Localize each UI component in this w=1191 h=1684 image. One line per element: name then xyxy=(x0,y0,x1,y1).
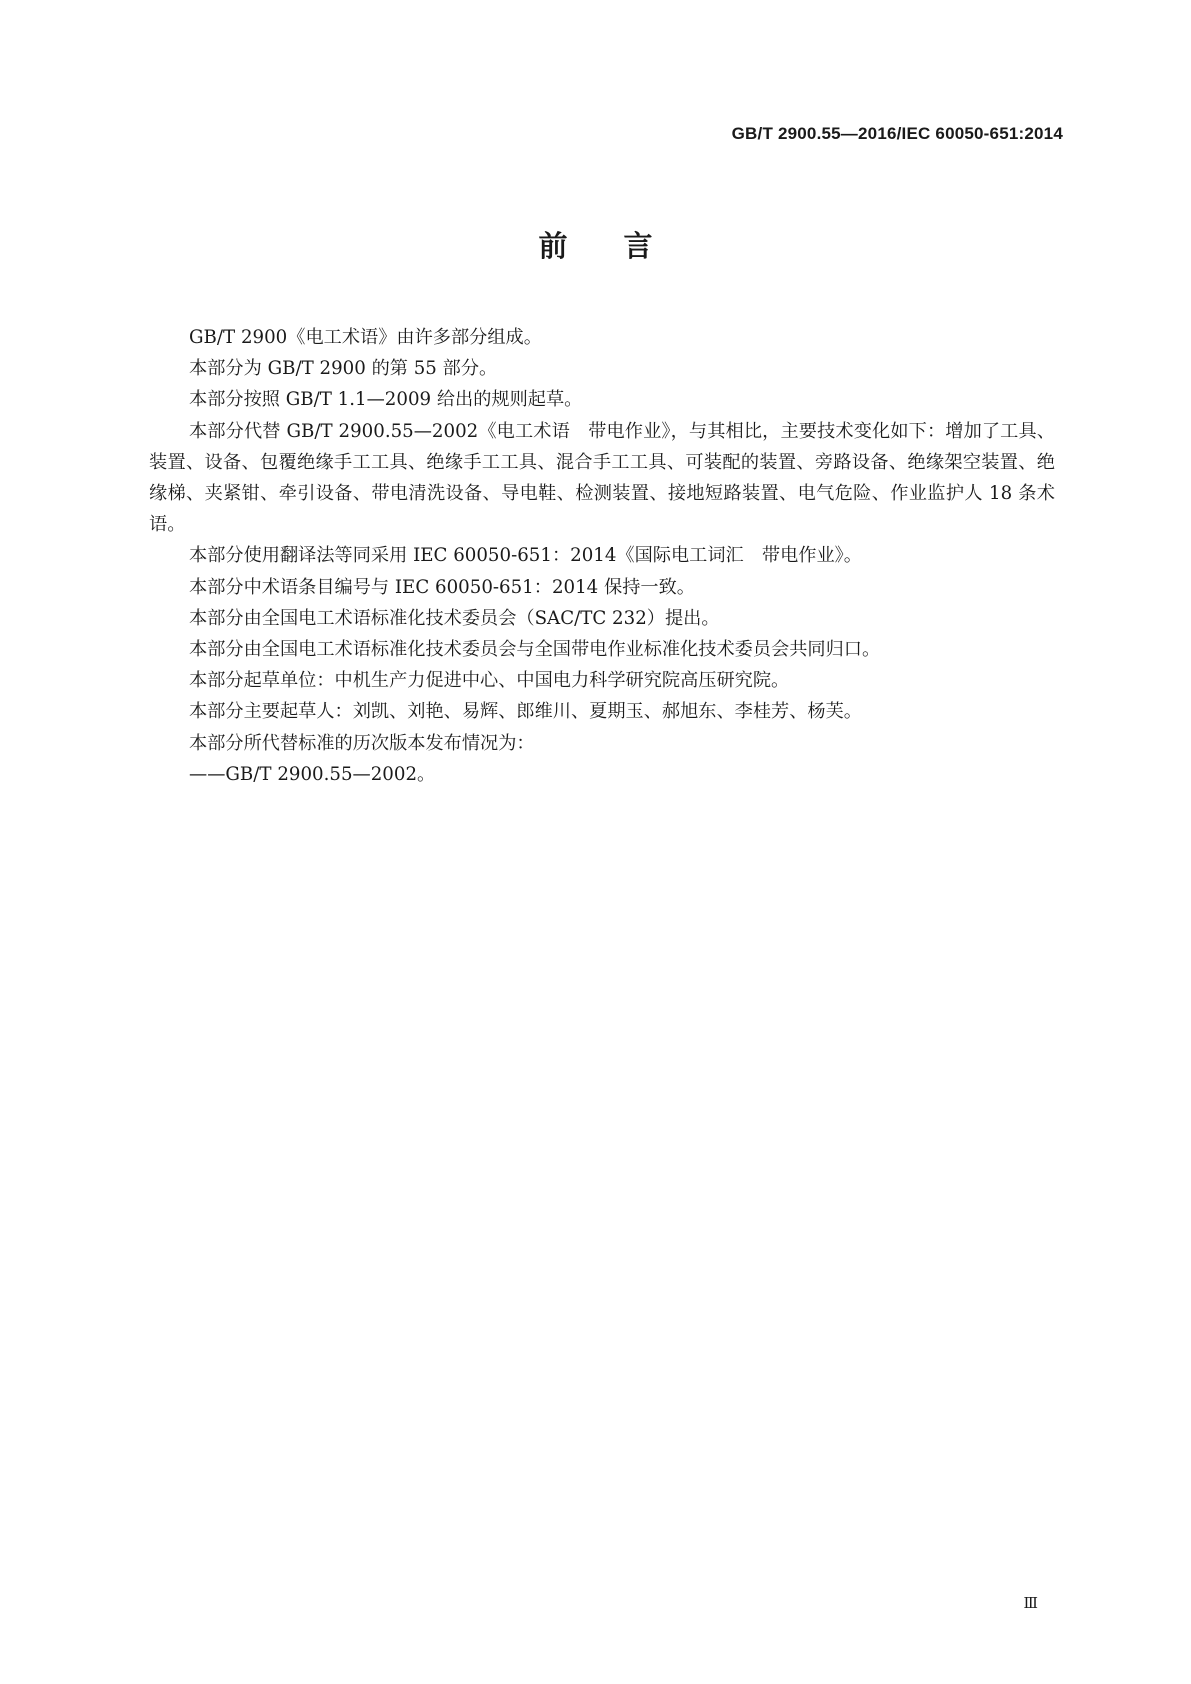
paragraph-previous-version: ——GB/T 2900.55—2002。 xyxy=(189,763,436,785)
paragraph-drafting-rules: 本部分按照 GB/T 1.1—2009 给出的规则起草。 xyxy=(189,389,583,411)
paragraph-drafting-units: 本部分起草单位：中机生产力促进中心、中国电力科学研究院高压研究院。 xyxy=(189,670,790,692)
paragraph-technical-changes: 本部分代替 GB/T 2900.55—2002《电工术语 带电作业》，与其相比，主要技术变化如下：增加了工具、装置、设备、包覆绝缘手工工具、绝缘手工工具、混合手工工具、可装配的装置、旁路设备、绝缘架空装置、绝缘梯、夹紧钳、牵引设备、带电清洗设备、导电鞋、检测装置、接地短路装置、电气危险、作业监护人 18 条术语。 xyxy=(149,420,1055,536)
foreword-body xyxy=(149,322,1055,790)
paragraph-proposed-by: 本部分由全国电工术语标准化技术委员会（SAC/TC 232）提出。 xyxy=(189,607,720,629)
page-title xyxy=(0,224,1191,265)
paragraph-part-number: 本部分为 GB/T 2900 的第 55 部分。 xyxy=(189,358,498,380)
paragraph-main-drafters: 本部分主要起草人：刘凯、刘艳、易辉、郎维川、夏期玉、郝旭东、李桂芳、杨芙。 xyxy=(189,701,862,723)
page-number: Ⅲ xyxy=(1023,1594,1037,1612)
paragraph-under-jurisdiction: 本部分由全国电工术语标准化技术委员会与全国带电作业标准化技术委员会共同归口。 xyxy=(189,639,881,661)
title-char-1: 前 xyxy=(538,229,568,263)
paragraph-series-composition: GB/T 2900《电工术语》由许多部分组成。 xyxy=(189,327,542,348)
paragraph-adoption-method: 本部分使用翻译法等同采用 IEC 60050-651：2014《国际电工词汇 带电作业》。 xyxy=(189,545,862,567)
paragraph-term-numbering: 本部分中术语条目编号与 IEC 60050-651：2014 保持一致。 xyxy=(189,576,695,598)
title-char-2: 言 xyxy=(623,229,653,263)
standard-code-header: GB/T 2900.55—2016/IEC 60050-651:2014 xyxy=(731,124,1063,143)
paragraph-version-history-intro: 本部分所代替标准的历次版本发布情况为： xyxy=(189,732,535,754)
